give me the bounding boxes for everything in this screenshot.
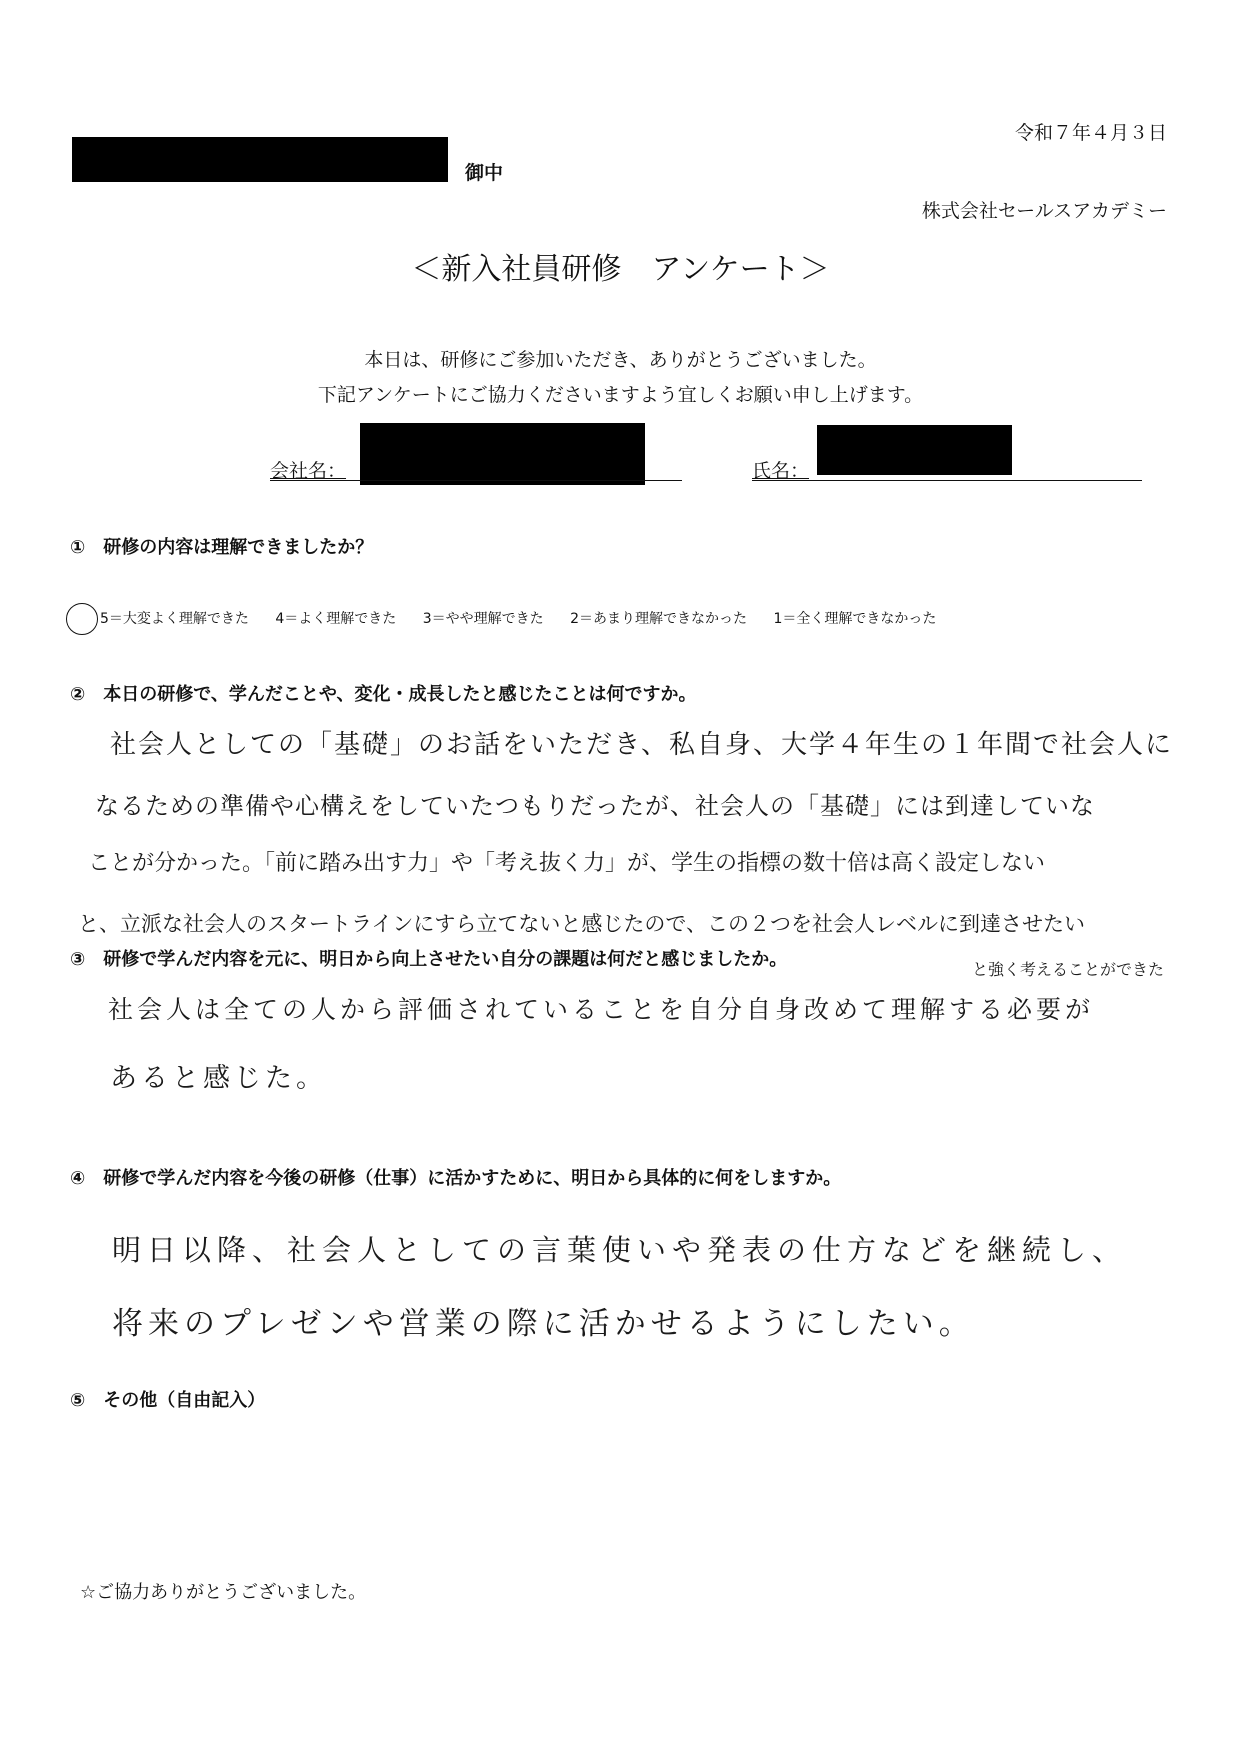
issuer-company: 株式会社セールスアカデミー [921, 200, 1167, 222]
selected-circle-mark [66, 603, 98, 635]
rating-scale [100, 608, 958, 628]
scale-option-1: 1＝全く理解できなかった [773, 611, 937, 627]
answer-4-line-1: 明日以降、社会人としての言葉使いや発表の仕方などを継続し、 [112, 1233, 1128, 1267]
redacted-company-name [360, 423, 645, 485]
answer-2-line-5: と強く考えることができた [972, 960, 1165, 979]
answer-2-line-4: と、立派な社会人のスタートラインにすら立てないと感じたので、この２つを社会人レベルに到達させたい [78, 912, 1085, 936]
answer-4-line-2: 将来のプレゼンや営業の際に活かせるようにしたい。 [112, 1306, 975, 1342]
scale-option-4: 4＝よく理解できた [275, 611, 397, 627]
recipient-suffix: 御中 [465, 162, 504, 184]
answer-2-line-2: なるための準備や心構えをしていたつもりだったが、社会人の「基礎」には到達していな [95, 792, 1095, 820]
closing-thanks: ☆ご協力ありがとうございました。 [80, 1582, 367, 1603]
name-label: 氏名： [752, 460, 810, 482]
scale-option-5: 5＝大変よく理解できた [100, 611, 249, 627]
scale-option-2: 2＝あまり理解できなかった [570, 611, 748, 627]
answer-3-line-2: あると感じた。 [110, 1063, 327, 1094]
redacted-recipient [72, 137, 448, 182]
document-date: 令和７年４月３日 [1014, 122, 1167, 144]
company-underline [270, 480, 682, 481]
name-underline [752, 480, 1142, 481]
answer-2-line-3: ことが分かった。「前に踏み出す力」や「考え抜く力」が、学生の指標の数十倍は高く設定しない [88, 851, 1046, 876]
company-label: 会社名： [270, 460, 347, 482]
redacted-person-name [817, 425, 1012, 475]
answer-2-line-1: 社会人としての「基礎」のお話をいただき、私自身、大学４年生の１年間で社会人に [110, 730, 1173, 760]
question-3: ③ 研修で学んだ内容を元に、明日から向上させたい自分の課題は何だと感じましたか。 [70, 949, 788, 970]
question-2: ② 本日の研修で、学んだことや、変化・成長したと感じたことは何ですか。 [70, 684, 697, 705]
question-4: ④ 研修で学んだ内容を今後の研修（仕事）に活かすために、明日から具体的に何をしますか。 [70, 1168, 842, 1189]
scale-option-3: 3＝やや理解できた [422, 611, 544, 627]
intro-line-2: 下記アンケートにご協力くださいますよう宜しくお願い申し上げます。 [317, 384, 924, 406]
intro-line-1: 本日は、研修にご参加いただき、ありがとうございました。 [364, 349, 877, 371]
question-5: ⑤ その他（自由記入） [70, 1390, 266, 1411]
page-title: ＜新入社員研修 アンケート＞ [411, 252, 830, 287]
answer-3-line-1: 社会人は全ての人から評価されていることを自分自身改めて理解する必要が [108, 995, 1095, 1024]
question-1: ① 研修の内容は理解できましたか？ [70, 537, 374, 558]
